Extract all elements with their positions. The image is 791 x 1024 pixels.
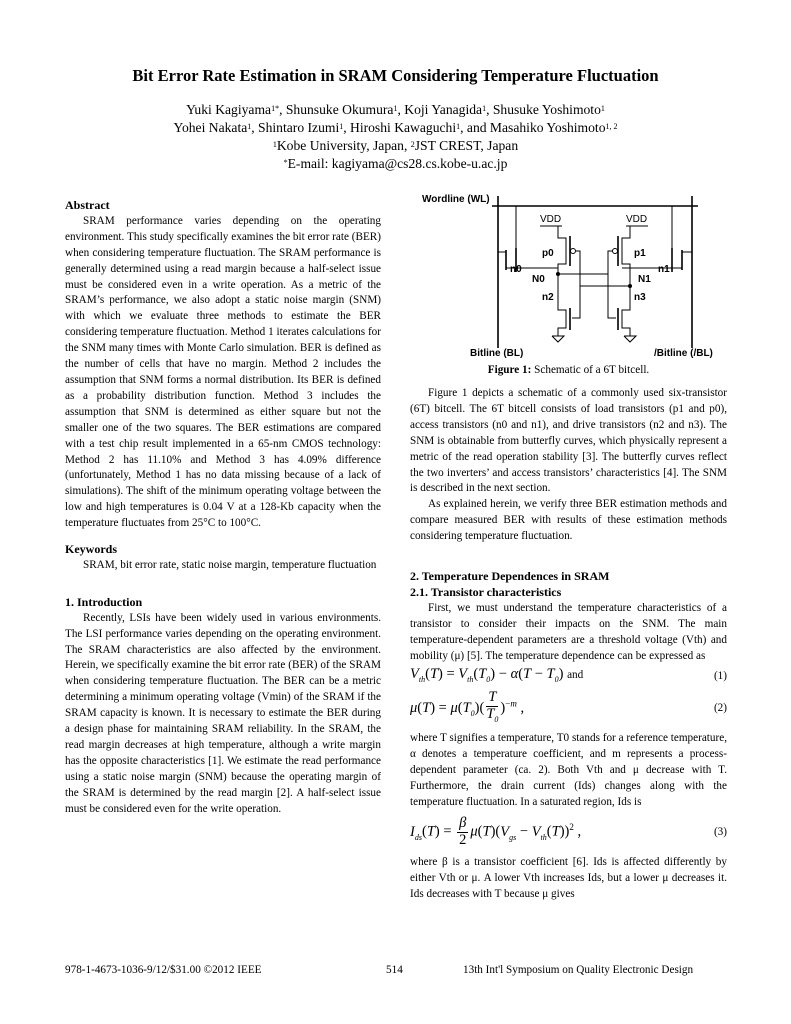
caption-text: Schematic of a 6T bitcell. [531, 364, 650, 376]
figure-caption [410, 364, 727, 376]
bitcell-schematic [410, 190, 727, 382]
N1-label: N1 [638, 274, 651, 285]
n1-label: n1 [658, 264, 670, 275]
caption-label: Figure 1: [487, 364, 532, 376]
right-para-2: As explained herein, we verify three BER estimation methods and compare measured BER with results of these estimation methods considering temperature fluctuation. [410, 498, 727, 543]
n3-label: n3 [634, 292, 646, 303]
equation-1: $V_{th}(T) = V_{th}(T_0) - \alpha(T - T_0)$ and (1) [410, 665, 727, 684]
keywords-text: SRAM, bit error rate, static noise margin, temperature fluctuation [83, 558, 377, 571]
right-para-1: Figure 1 depicts a schematic of a commonly used six-transistor (6T) bitcell. The 6T bitcell consists of load transistors (p1 and p0), access transistors (n0 and n1), and drive transistors (n2 and n3). The SNM is obtainable from butterfly curves, which physically represent a metric of the read operation stability [3]. The butterfly curves reflect the two inverters’ and access transistors’ characteristics [4]. The SNM is described in the next section. [410, 387, 727, 495]
abstract-heading: Abstract [65, 198, 110, 212]
intro-text: Recently, LSIs have been widely used in various environments. The LSI performance varies depending on the operating environment. The SRAM characteristics are also affected by the environment. Herein, we specifically examine the bit error rate (BER) of the SRAM when considering temperature fluctuation. The BER can be a metric determining a minimum operating voltage (Vmin) of the SRAM if the SRAM capacity is known. It is necessary to estimate the BER during a design phase for maintaining SRAM reliability. In the SRAM, the read margin decreases at high temperature, although a write margin has the opposite characteristics [1]. We estimate the read performance using a static noise margin (SNM) because the operating margin of the SRAM is determined by the read margin [2]. A half-select issue must be considered even for the write operation. [65, 611, 381, 815]
right-column [410, 382, 727, 903]
vdd-right-label: VDD [626, 214, 648, 225]
eq1-and: and [567, 668, 584, 681]
p0-label: p0 [542, 248, 554, 259]
equation-3: $I_{ds}(T)$ = $\frac{\beta}{2}$ $\mu(T)(V_{gs} - V_{th}(T))^2$ , (3) [410, 815, 727, 849]
bitline-label: Bitline (BL) [470, 348, 524, 359]
abstract-text: SRAM performance varies depending on the operating environment. This study specifically examines the bit error rate (BER) when considering temperature fluctuation. The SRAM performance is generally determined using a read margin because a half-select issue must be considered even in a write operation. As a metric of the SRAM’s performance, we also adopt a static noise margin (SNM) with which we evaluate three methods to estimate the BER considering temperature fluctuation. Method 1 iterates calculations for the SNM many times with Monte Carlo simulation. BER is defined as the number of cells that have no margin. Method 2 includes the assumption that SNM forms a normal distribution. Its BER is defined as a probability distribution function. Method 3 includes the assumption that SNM is determined as either square but not the smaller one of the two squares. The BER estimations are compared with a test chip result implemented in a 65-nm CMOS technology: Method 2 has 11.10% and Method 3 has 4.09% difference (unfortunately, Method 1 has no data missing because of a lack of simulations). The shift of the minimum operating voltage between the low and high temperatures is 0.04 V at a 128-Kb capacity when the temperature fluctuates from 25°C to 100°C. [65, 214, 381, 530]
author-line-2: Yohei Nakata$^1$, Shintaro Izumi$^1$, Hiroshi Kawaguchi$^1$, and Masahiko Yoshimoto$^{1, 2}$ [173, 120, 618, 135]
eq2-number: (2) [713, 702, 727, 715]
author-line-1: Yuki Kagiyama$^{1*}$, Shunsuke Okumura$^1$, Koji Yanagida$^1$, Shusuke Yoshimoto$^1$ [186, 102, 605, 117]
right-para-5: where β is a transistor coefficient [6]. Ids is affected differently by either Vth or μ. A lower Vth increases Ids, but a lower μ decreases it. Ids decreases with T because μ gives [410, 855, 727, 900]
footer-left: 978-1-4673-1036-9/12/$31.00 ©2012 IEEE [65, 964, 262, 976]
n0-label: n0 [510, 264, 522, 275]
intro-heading: 1. Introduction [65, 594, 143, 609]
n2-label: n2 [542, 292, 554, 303]
left-column [65, 198, 381, 818]
wordline-label: Wordline (WL) [422, 194, 490, 205]
section-2-heading: 2. Temperature Dependences in SRAM [410, 569, 610, 584]
equation-2: $\mu(T) = \mu(T_0)$( $\frac{T}{T_0}$ )$^{-m}$ , (2) [410, 689, 727, 725]
bitline-bar-label: /Bitline (/BL) [654, 348, 713, 359]
section-2-1-heading: 2.1. Transistor characteristics [410, 584, 562, 599]
author-block [0, 101, 791, 173]
N0-label: N0 [532, 274, 545, 285]
email-line: *E-mail: kagiyama@cs28.cs.kobe-u.ac.jp [283, 156, 508, 171]
p1-label: p1 [634, 248, 646, 259]
keywords-heading: Keywords [65, 542, 117, 557]
paper-title: Bit Error Rate Estimation in SRAM Considering Temperature Fluctuation [132, 66, 659, 85]
right-para-3: First, we must understand the temperature characteristics of a transistor to consider their impacts on the SNM. The main temperature-dependent parameters are a threshold voltage (Vth) and mobility (μ) [5]. The temperature dependence can be expressed as [410, 601, 727, 662]
footer-page-number: 514 [386, 964, 403, 976]
vdd-left-label: VDD [540, 214, 562, 225]
schematic-svg [410, 190, 727, 360]
right-para-4: where T signifies a temperature, T0 stands for a reference temperature, α denotes a temperature coefficient, and m represents a process-dependent parameter (ca. 2). Both Vth and μ decrease with T. Furthermore, the drain current (Ids) changes along with the temperature fluctuation. In a saturated region, Ids is [410, 732, 727, 808]
affiliation-line: $^1$Kobe University, Japan, $^2$JST CREST, Japan [272, 138, 519, 153]
footer-right: 13th Int'l Symposium on Quality Electronic Design [463, 964, 694, 976]
eq1-number: (1) [713, 669, 727, 682]
eq3-number: (3) [713, 825, 727, 838]
